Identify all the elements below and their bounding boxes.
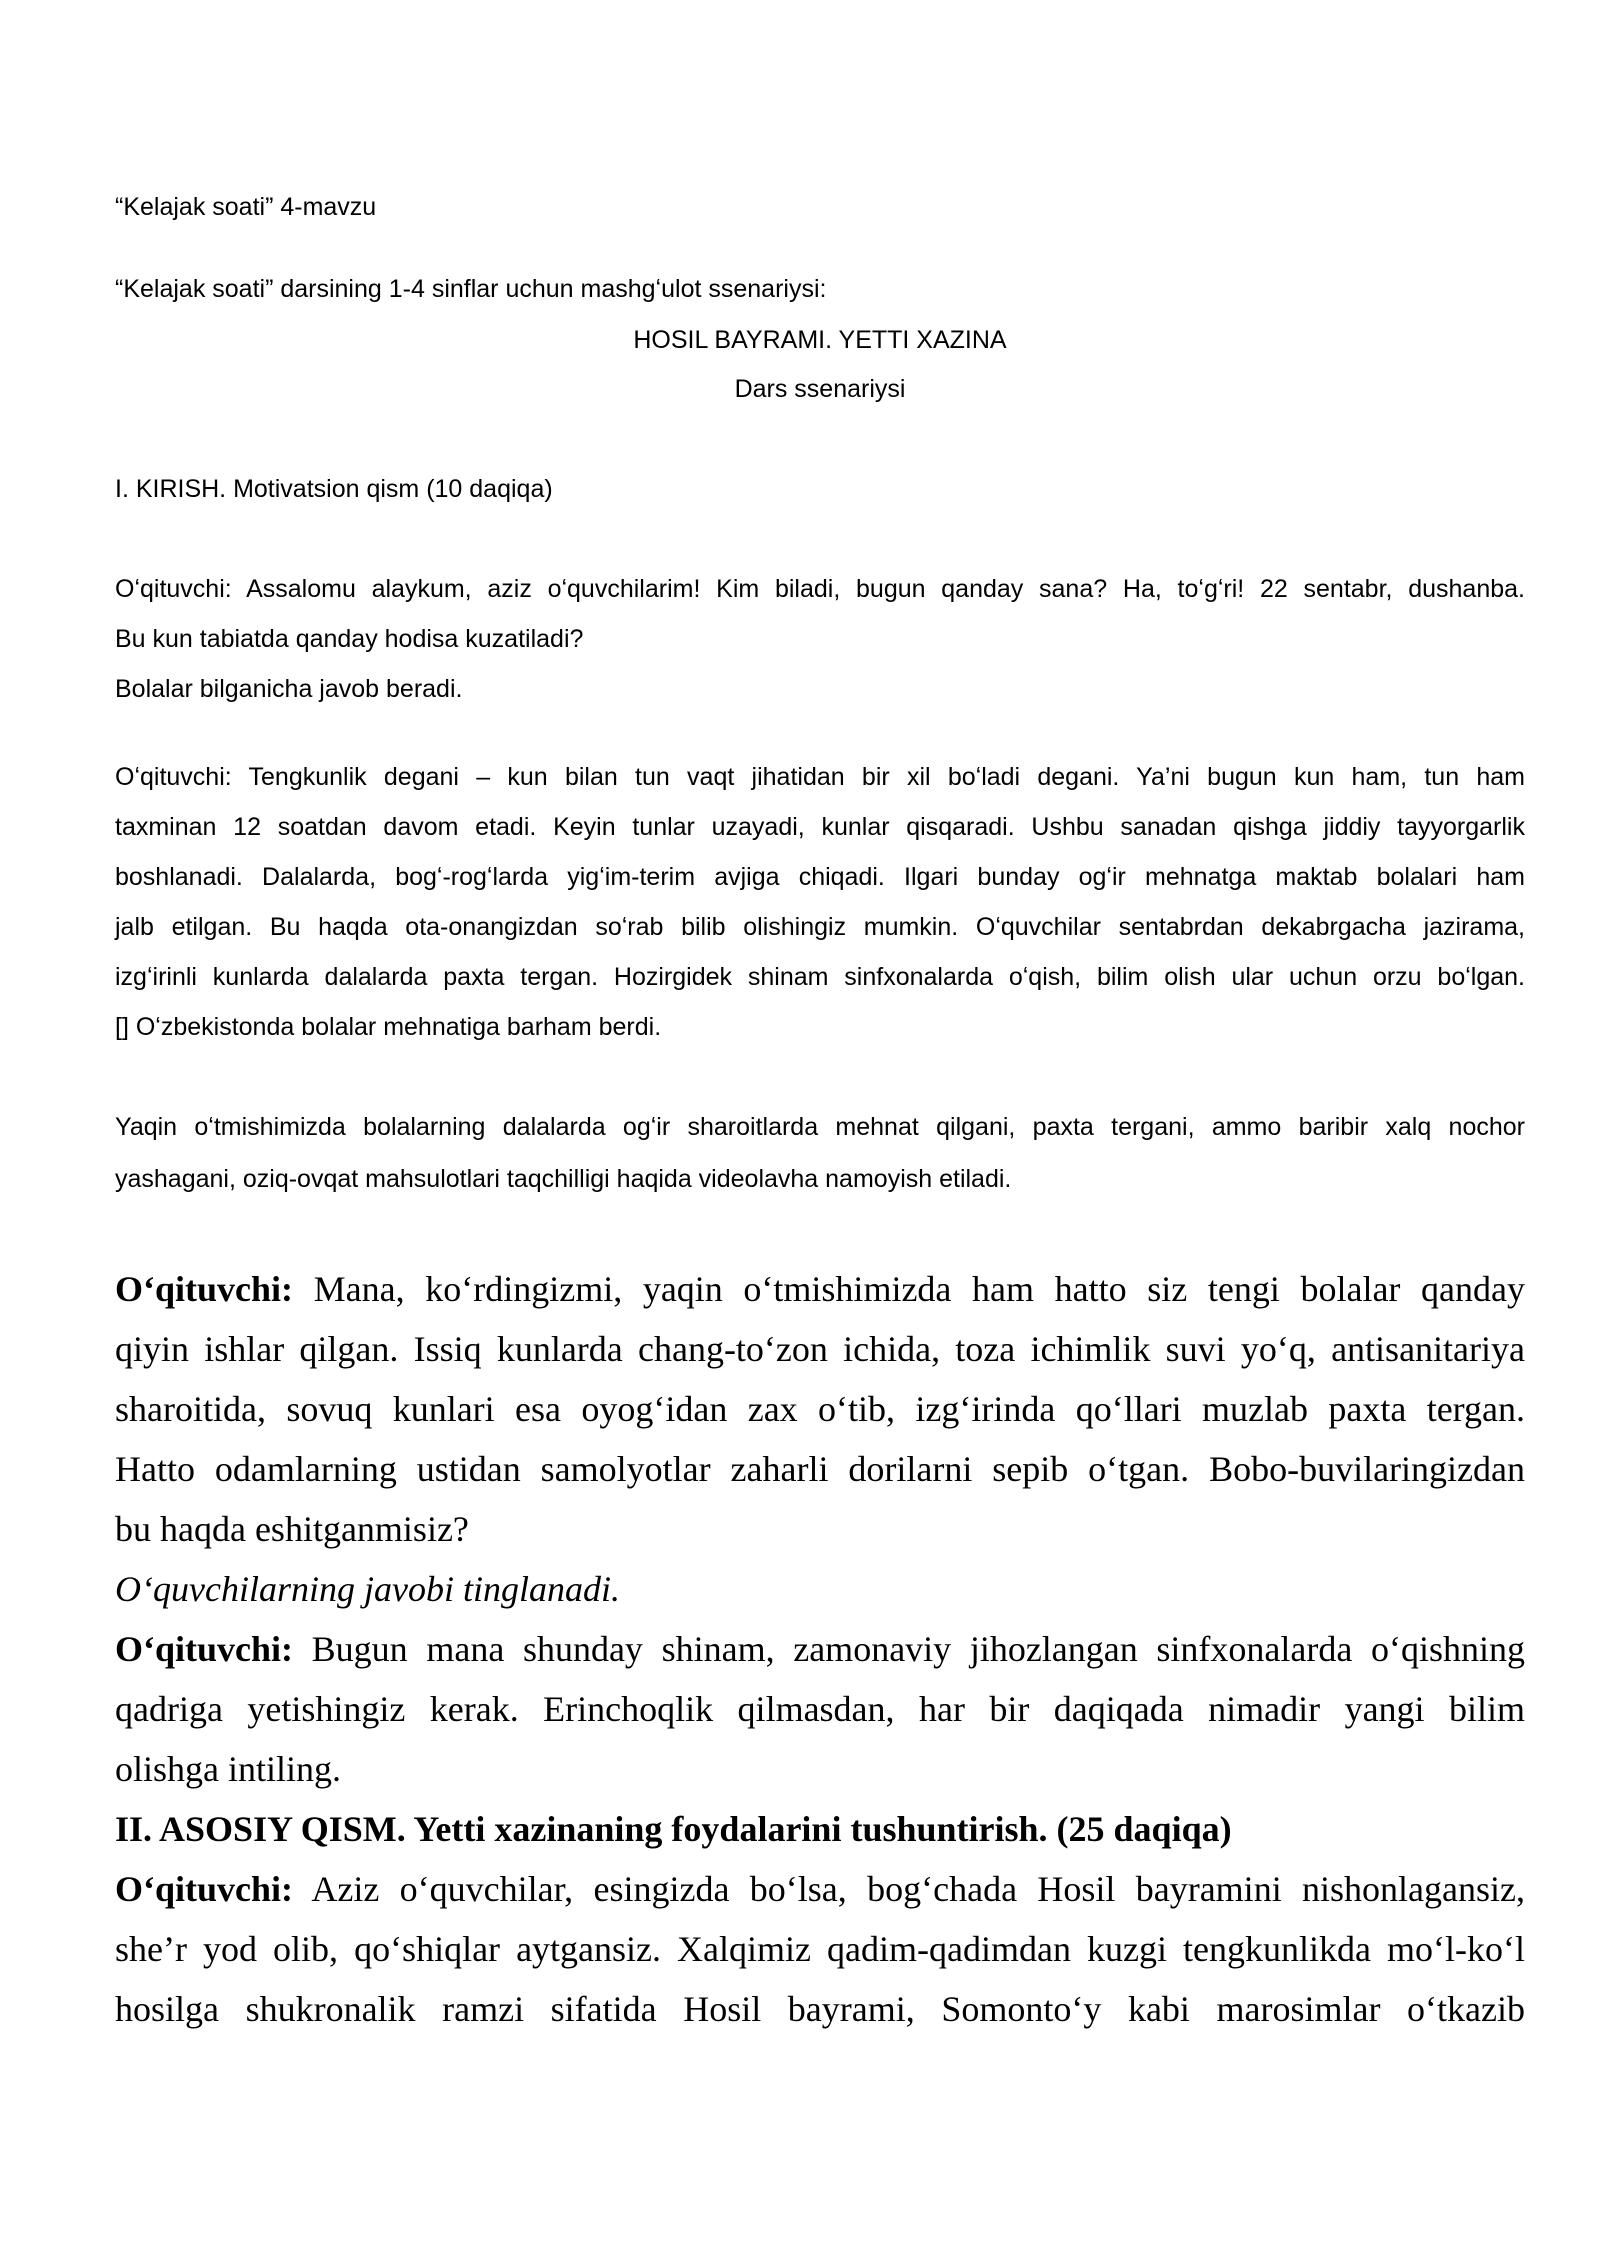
paragraph-line: yashagani, oziq-ovqat mahsulotlari taqchilligi haqida videolavha namoyish etiladi. xyxy=(115,1165,1012,1193)
teacher-label: Oʻqituvchi: xyxy=(115,1869,294,1909)
paragraph-line: qadriga yetishingiz kerak. Erinchoqlik qilmasdan, har bir daqiqada nimadir yangi bilim xyxy=(115,1689,1525,1729)
paragraph-line xyxy=(115,1268,1525,1310)
paragraph-line: Yaqin oʻtmishimizda bolalarning dalalarda ogʻir sharoitlarda mehnat qilgani, paxta tergani, ammo baribir xalq nochor xyxy=(115,1113,1525,1141)
paragraph-line: Bolalar bilganicha javob beradi. xyxy=(115,675,463,703)
paragraph-line: Oʻqituvchi: Tengkunlik degani – kun bilan tun vaqt jihatidan bir xil boʻladi degani. Ya’ni bugun kun ham, tun ham xyxy=(115,763,1525,791)
document-title-2: Dars ssenariysi xyxy=(734,375,906,403)
paragraph-line: Oʻqituvchi: Assalomu alaykum, aziz oʻquvchilarim! Kim biladi, bugun qanday sana? Ha, toʻgʻri! 22 sentabr, dushanba. xyxy=(115,575,1525,603)
teacher-label: Oʻqituvchi: xyxy=(115,1629,294,1669)
paragraph-line: olishga intiling. xyxy=(115,1749,342,1789)
topic-line: “Kelajak soati” 4-mavzu xyxy=(115,193,377,221)
paragraph-text: Bugun mana shunday shinam, zamonaviy jihozlangan sinfxonalarda oʻqishning xyxy=(293,1629,1525,1669)
paragraph-line: sharoitida, sovuq kunlari esa oyogʻidan zax oʻtib, izgʻirinda qoʻllari muzlab paxta tergan. xyxy=(115,1389,1525,1429)
paragraph-text: Mana, koʻrdingizmi, yaqin oʻtmishimizda ham hatto siz tengi bolalar qanday xyxy=(293,1269,1525,1309)
paragraph-line xyxy=(115,1868,1525,1910)
paragraph-line: boshlanadi. Dalalarda, bogʻ-rogʻlarda yigʻim-terim avjiga chiqadi. Ilgari bunday ogʻir mehnatga maktab bolalari ham xyxy=(115,863,1525,891)
section1-heading: I. KIRISH. Motivatsion qism (10 daqiqa) xyxy=(115,475,553,503)
subtitle-line: “Kelajak soati” darsining 1-4 sinflar uchun mashgʻulot ssenariysi: xyxy=(115,275,827,303)
answer-line xyxy=(115,1568,1525,1610)
paragraph-line: Bu kun tabiatda qanday hodisa kuzatiladi? xyxy=(115,625,584,653)
teacher-label: Oʻqituvchi: xyxy=(115,1269,294,1309)
paragraph-line: jalb etilgan. Bu haqda ota-onangizdan soʻrab bilib olishingiz mumkin. Oʻquvchilar sentabrdan dekabrgacha jazirama, xyxy=(115,913,1525,941)
paragraph-line xyxy=(115,1628,1525,1670)
paragraph-line: [] Oʻzbekistonda bolalar mehnatiga barham berdi. xyxy=(115,1013,662,1041)
paragraph-line: izgʻirinli kunlarda dalalarda paxta tergan. Hozirgidek shinam sinfxonalarda oʻqish, bilim olish ular uchun orzu boʻlgan. xyxy=(115,963,1525,991)
paragraph-line: taxminan 12 soatdan davom etadi. Keyin tunlar uzayadi, kunlar qisqaradi. Ushbu sanadan qishga jiddiy tayyorgarlik xyxy=(115,813,1525,841)
paragraph-line: bu haqda eshitganmisiz? xyxy=(115,1509,469,1549)
paragraph-line: Hatto odamlarning ustidan samolyotlar zaharli dorilarni sepib oʻtgan. Bobo-buvilaringizdan xyxy=(115,1449,1525,1489)
students-answer: Oʻquvchilarning javobi tinglanadi. xyxy=(115,1569,620,1609)
paragraph-line: hosilga shukronalik ramzi sifatida Hosil bayrami, Somontoʻy kabi marosimlar oʻtkazib xyxy=(115,1989,1525,2029)
paragraph-line: qiyin ishlar qilgan. Issiq kunlarda chang-toʻzon ichida, toza ichimlik suvi yoʻq, antisanitariya xyxy=(115,1329,1525,1369)
paragraph-text: Aziz oʻquvchilar, esingizda boʻlsa, bogʻchada Hosil bayramini nishonlagansiz, xyxy=(293,1869,1525,1909)
section2-heading xyxy=(115,1808,1525,1850)
document-title: HOSIL BAYRAMI. YETTI XAZINA xyxy=(633,326,1007,354)
paragraph-line: she’r yod olib, qoʻshiqlar aytgansiz. Xalqimiz qadim-qadimdan kuzgi tengkunlikda moʻl-koʻl xyxy=(115,1929,1525,1969)
section2-heading-text: II. ASOSIY QISM. Yetti xazinaning foydalarini tushuntirish. (25 daqiqa) xyxy=(115,1809,1232,1849)
